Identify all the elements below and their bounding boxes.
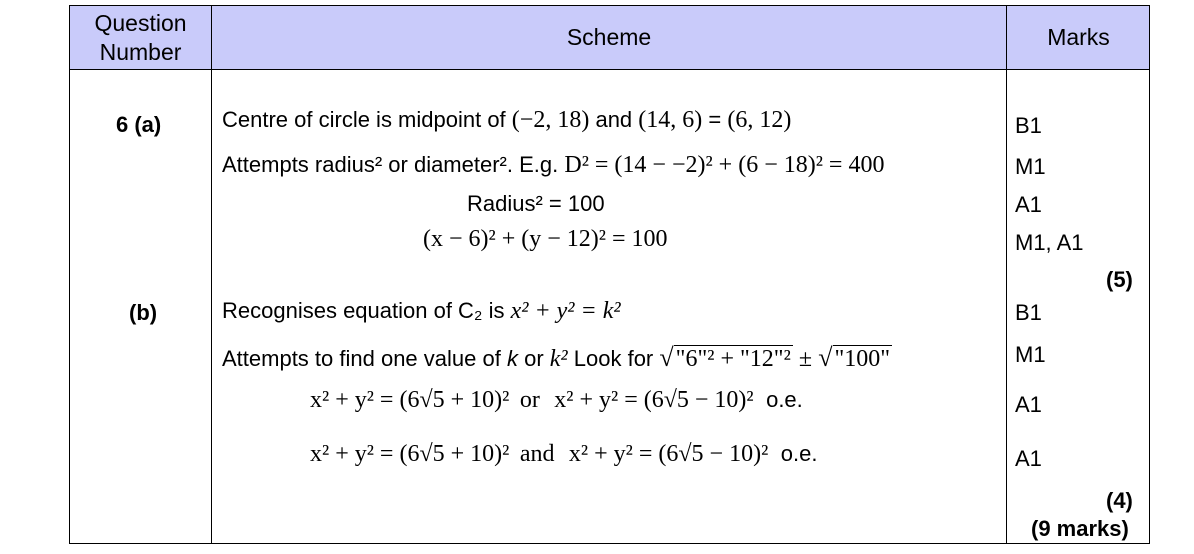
subtotal-b: (4) xyxy=(1106,488,1133,513)
column-divider xyxy=(211,6,212,543)
question-label-b: (b) xyxy=(129,300,158,325)
mark-b2: M1 xyxy=(1015,342,1046,367)
mark-a1: B1 xyxy=(1015,113,1042,138)
subtotal-a: (5) xyxy=(1106,267,1133,292)
scheme-line-b3: x² + y² = (6√5 + 10)² or x² + y² = (6√5 − 10)² o.e. xyxy=(310,387,803,413)
scheme-line-b2: Attempts to find one value of k or k² Look for √"6"² + "12"² ± √"100" xyxy=(222,343,891,372)
sqrt-expression: "6"² + "12"² xyxy=(675,346,791,372)
mark-b1: B1 xyxy=(1015,300,1042,325)
scheme-line-a1: Centre of circle is midpoint of (−2, 18) and (14, 6) = (6, 12) xyxy=(222,107,792,133)
mark-b4: A1 xyxy=(1015,446,1042,471)
mark-a2: M1 xyxy=(1015,154,1046,179)
mark-a4: M1, A1 xyxy=(1015,230,1084,255)
scheme-line-a2: Attempts radius² or diameter². E.g. D² = (14 − −2)² + (6 − 18)² = 400 xyxy=(222,152,885,178)
question-label-6a: 6 (a) xyxy=(116,112,162,137)
mark-b3: A1 xyxy=(1015,392,1042,417)
grand-total: (9 marks) xyxy=(1031,516,1129,541)
scheme-line-a4: (x − 6)² + (y − 12)² = 100 xyxy=(423,226,668,252)
mark-scheme-table xyxy=(69,5,1150,544)
scheme-line-b4: x² + y² = (6√5 + 10)² and x² + y² = (6√5 − 10)² o.e. xyxy=(310,441,818,467)
mark-a3: A1 xyxy=(1015,192,1042,217)
header-question-number: Question Number xyxy=(94,9,187,65)
sqrt-expression: "100" xyxy=(834,346,891,372)
scheme-line-b1: Recognises equation of C₂ is x² + y² = k² xyxy=(222,298,621,324)
scheme-line-a3: Radius² = 100 xyxy=(467,191,605,216)
header-marks: Marks xyxy=(1047,24,1110,50)
header-scheme: Scheme xyxy=(566,24,652,50)
column-divider xyxy=(1006,6,1007,543)
